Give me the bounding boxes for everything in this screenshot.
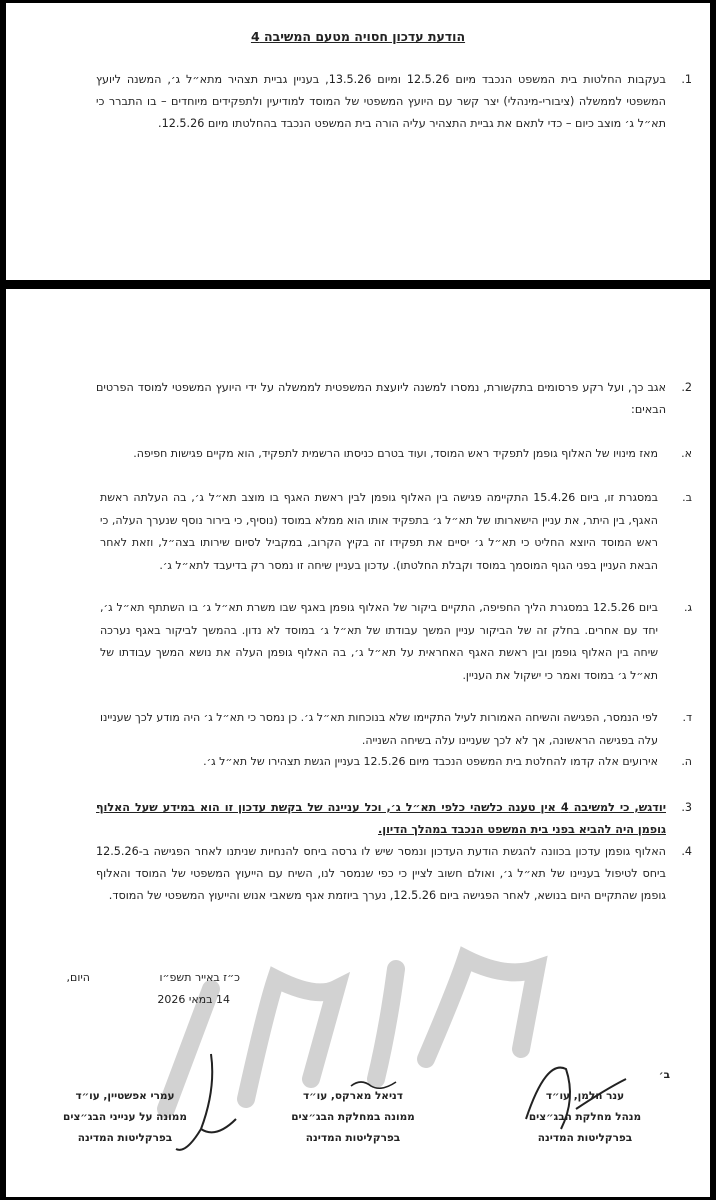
signatory-1 <box>490 1065 680 1149</box>
date-civil: 14 במאי 2026 <box>157 993 230 1006</box>
sub-item-e: אירועים אלה קדמו להחלטת בית המשפט הנכבד מיום 12.5.26 בעניין הגשת תצהירו של תא״ל ג׳. <box>203 755 658 768</box>
paragraph-2: אגב כך, ועל רקע פרסומים בתקשורת, נמסרו למשנה ליועצת המשפטית לממשלה על ידי היועץ המשפטי למוסד הפרטים הבאים: <box>96 381 666 416</box>
signatory-1-name: ענר הלמן, עו״ד <box>545 1090 625 1102</box>
date-label: היום, <box>66 971 90 984</box>
sub-item-b: במסגרת זו, ביום 15.4.26 התקיימה פגישה בין האלוף גופמן לבין ראשת האגף בו מוצב תא״ל ג׳, בה העלתה ראשת האגף, בין היתר, את עניין הישארותו של תא״ל ג׳ בתפקיד אותו הוא ממלא במוסד (נוסיף, כי בירור נוסף שנערך העלה, כי ראש המוסד היוצא החליט כי תא״ל ג׳ יסיים את תפקידו זה בקיץ הקרוב, במקביל לסיום שירותו בצה״ל, וזאת לאחר הבאת העניין בפני הגוף המוסמך במוסד וקבלת החלטתו). עדכון בעניין שיחה זו נמסר רק בדיעבד לתא״ל ג׳. <box>100 491 658 572</box>
sub-item-d: לפי הנמסר, הפגישה והשיחה האמורות לעיל התקיימו שלא בנוכחות תא״ל ג׳. כן נמסר כי תא״ל ג׳ היה מודע לכך שעניינו עלה בפגישה הראשונה, אך לא לכך שעניינו עלה בשיחה השנייה. <box>100 711 658 747</box>
signatory-2-role: ממונה במחלקת הבג״צים <box>291 1111 415 1123</box>
signatory-2-name: דניאל מארקס, עו״ד <box>303 1090 403 1102</box>
paragraph-4: האלוף גופמן עדכון בכוונה להגשת הודעת העדכון ונמסר שיש לו גרסה ביחס להנחיות שניתנו לאחר הפגישה ב-12.5.26 ביחס לטיפול בעניינו של תא״ל ג׳, ואולם חשוב לציין כי כפי שנמסר לנו, השיח עם הייעוץ המשפטי של המוסד והאלוף גופמן שהתקיים היום בנושא, לאחר הפגישה ביום 12.5.26, נערך ביוזמת אגף משאבי אנוש והייעוץ המשפטי של המוסד. <box>96 845 666 902</box>
date-hebrew: כ״ז באייר תשפ״ו <box>159 971 240 984</box>
item-number-3: .3 <box>681 801 692 814</box>
signatory-3 <box>30 1086 220 1149</box>
paragraph-1: בעקבות החלטות בית המשפט הנכבד מיום 12.5.26 ומיום 13.5.26, בעניין גביית תצהיר מתא״ל ג׳, המשנה ליועץ המשפטי לממשלה (ציבורי-מינהלי) יצר קשר עם היועץ המשפטי של המוסד למודיעין ולתפקידים מיוחדים – בו התברר כי תא״ל ג׳ מוצב כיום – כדי לתאם את גביית התצהיר עליה הורה בית המשפט הנכבד בהחלטתו מיום 12.5.26. <box>96 73 667 130</box>
sub-letter-e: ה. <box>681 755 692 768</box>
signatory-1-prefix: ב׳ <box>658 1069 670 1081</box>
document-page-2 <box>6 289 710 1197</box>
signatory-3-office: בפרקליטות המדינה <box>77 1132 173 1144</box>
signatory-2-office: בפרקליטות המדינה <box>305 1132 401 1144</box>
item-number-2: .2 <box>681 381 692 394</box>
sub-item-a: מאז מינויו של האלוף גופמן לתפקיד ראש המוסד, ועוד בטרם כניסתו הרשמית לתפקיד, הוא מקיים פגישות חפיפה. <box>133 447 658 460</box>
signatory-2 <box>258 1086 448 1149</box>
sub-letter-a: א. <box>681 447 692 460</box>
sub-letter-b: ב. <box>682 491 692 504</box>
signatory-3-name: עמרי אפשטיין, עו״ד <box>75 1090 175 1102</box>
sub-item-c: ביום 12.5.26 במסגרת הליך החפיפה, התקיים ביקור של האלוף גופמן באגף שבו משרת תא״ל ג׳ בו השתתף תא״ל ג׳, יחד עם אחרים. בחלק זה של הביקור עניין המשך עבודתו של תא״ל ג׳ במוסד לא נדון. בהמשך לביקור באגף נערכה שיחה בין האלוף גופמן ובין ראשת האגף האחראית על תא״ל ג׳, בה האלוף גופמן העלה את נושא המשך עבודתו של תא״ל ג׳ במוסד ואמר כי ישקול את העניין. <box>100 601 658 682</box>
document-page-1 <box>6 3 710 280</box>
signatory-1-role: מנהל מחלקת הבג״צים <box>528 1111 642 1123</box>
signatory-1-office: בפרקליטות המדינה <box>537 1132 633 1144</box>
paragraph-3: יודגש, כי למשיבה 4 אין טענה כלשהי כלפי תא״ל ג׳, וכל עניינה של בקשת עדכון זו הוא במידע שעל האלוף גופמן היה להביא בפני בית המשפט הנכבד במהלך הדיון. <box>96 801 666 836</box>
item-number-4: .4 <box>681 845 692 858</box>
sub-letter-c: ג. <box>683 601 692 614</box>
document-title: הודעת עדכון חסויה מטעם המשיבה 4 <box>250 29 466 44</box>
sub-letter-d: ד. <box>682 711 692 724</box>
signatory-3-role: ממונה על ענייני הבג״צים <box>63 1111 187 1123</box>
item-number-1: .1 <box>681 73 692 86</box>
